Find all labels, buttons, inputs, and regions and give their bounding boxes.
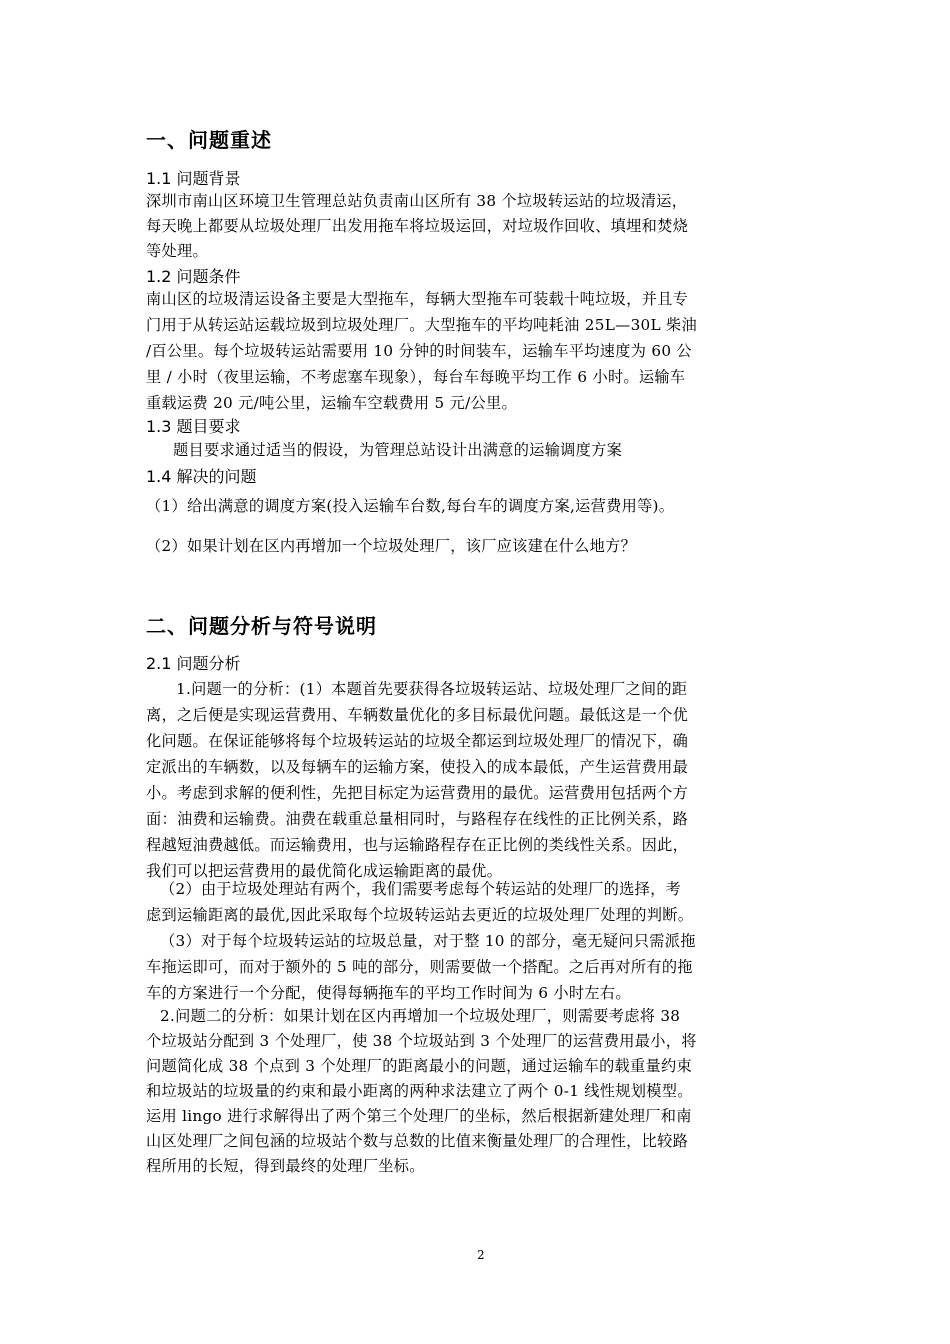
list-item: （2）如果计划在区内再增加一个垃圾处理厂，该厂应该建在什么地方？ [146,537,637,555]
paragraph-line: 程越短油费越低。而运输费用，也与运输路程存在正比例的类线性关系。因此， [146,836,689,854]
paragraph-line: 车拖运即可，而对于额外的 5 吨的部分，则需要做一个搭配。之后再对所有的拖 [146,958,693,976]
heading-1-1: 1.1 问题背景 [146,169,241,188]
heading-1-2: 1.2 问题条件 [146,267,241,286]
paragraph-line: 化问题。在保证能够将每个垃圾转运站的垃圾全都运到垃圾处理厂的情况下，确 [146,732,689,750]
paragraph-line: 问题简化成 38 个点到 3 个处理厂的距离最小的问题，通过运输车的载重量约束 [146,1057,692,1075]
paragraph-line: 2.问题二的分析：如果计划在区内再增加一个垃圾处理厂，则需要考虑将 38 [160,1007,681,1025]
heading-1-4: 1.4 解决的问题 [146,467,257,486]
page-number: 2 [477,1248,485,1262]
paragraph-line: 个垃圾站分配到 3 个处理厂，使 38 个垃圾站到 3 个处理厂的运营费用最小，将 [146,1032,697,1050]
paragraph-line: （3）对于每个垃圾转运站的垃圾总量，对于整 10 的部分，毫无疑问只需派拖 [160,932,696,950]
list-item: （1）给出满意的调度方案(投入运输车台数,每台车的调度方案,运营费用等)。 [146,497,675,515]
paragraph-line: 深圳市南山区环境卫生管理总站负责南山区所有 38 个垃圾转运站的垃圾清运， [146,192,688,210]
section-1-title: 一、问题重述 [146,128,272,152]
paragraph-line: 1.问题一的分析：(1）本题首先要获得各垃圾转运站、垃圾处理厂之间的距 [176,680,688,698]
paragraph-line: 等处理。 [146,242,208,260]
paragraph-line: 小。考虑到求解的便利性，先把目标定为运营费用的最优。运营费用包括两个方 [146,784,689,802]
paragraph-line: 我们可以把运营费用的最优简化成运输距离的最优。 [146,862,503,880]
heading-2-1: 2.1 问题分析 [146,654,241,673]
paragraph-line: 程所用的长短，得到最终的处理厂坐标。 [146,1157,425,1175]
heading-1-3: 1.3 题目要求 [146,417,241,436]
paragraph-line: 离，之后便是实现运营费用、车辆数量优化的多目标最优问题。最低这是一个优 [146,706,689,724]
paragraph-line: （2）由于垃圾处理站有两个，我们需要考虑每个转运站的处理厂的选择，考 [160,880,682,898]
paragraph-line: 虑到运输距离的最优,因此采取每个垃圾转运站去更近的垃圾处理厂处理的判断。 [146,906,694,924]
paragraph-line: 题目要求通过适当的假设，为管理总站设计出满意的运输调度方案 [173,441,623,459]
paragraph-line: 里 / 小时（夜里运输，不考虑塞车现象），每台车每晚平均工作 6 小时。运输车 [146,368,686,386]
paragraph-line: 面：油费和运输费。油费在载重总量相同时，与路程存在线性的正比例关系，路 [146,810,689,828]
section-2-title: 二、问题分析与符号说明 [146,614,377,638]
paragraph-line: 重载运费 20 元/吨公里，运输车空载费用 5 元/公里。 [146,394,517,412]
paragraph-line: 和垃圾站的垃圾量的约束和最小距离的两种求法建立了两个 0-1 线性规划模型。 [146,1082,693,1100]
paragraph-line: 定派出的车辆数，以及每辆车的运输方案，使投入的成本最低，产生运营费用最 [146,758,689,776]
paragraph-line: 山区处理厂之间包涵的垃圾站个数与总数的比值来衡量处理厂的合理性，比较路 [146,1132,689,1150]
paragraph-line: /百公里。每个垃圾转运站需要用 10 分钟的时间装车，运输车平均速度为 60 公 [146,342,692,360]
paragraph-line: 门用于从转运站运载垃圾到垃圾处理厂。大型拖车的平均吨耗油 25L—30L 柴油 [146,316,697,334]
paragraph-line: 南山区的垃圾清运设备主要是大型拖车，每辆大型拖车可装载十吨垃圾，并且专 [146,290,689,308]
paragraph-line: 每天晚上都要从垃圾处理厂出发用拖车将垃圾运回，对垃圾作回收、填埋和焚烧 [146,217,689,235]
paragraph-line: 车的方案进行一个分配，使得每辆拖车的平均工作时间为 6 小时左右。 [146,984,631,1002]
paragraph-line: 运用 lingo 进行求解得出了两个第三个处理厂的坐标，然后根据新建处理厂和南 [146,1107,692,1125]
